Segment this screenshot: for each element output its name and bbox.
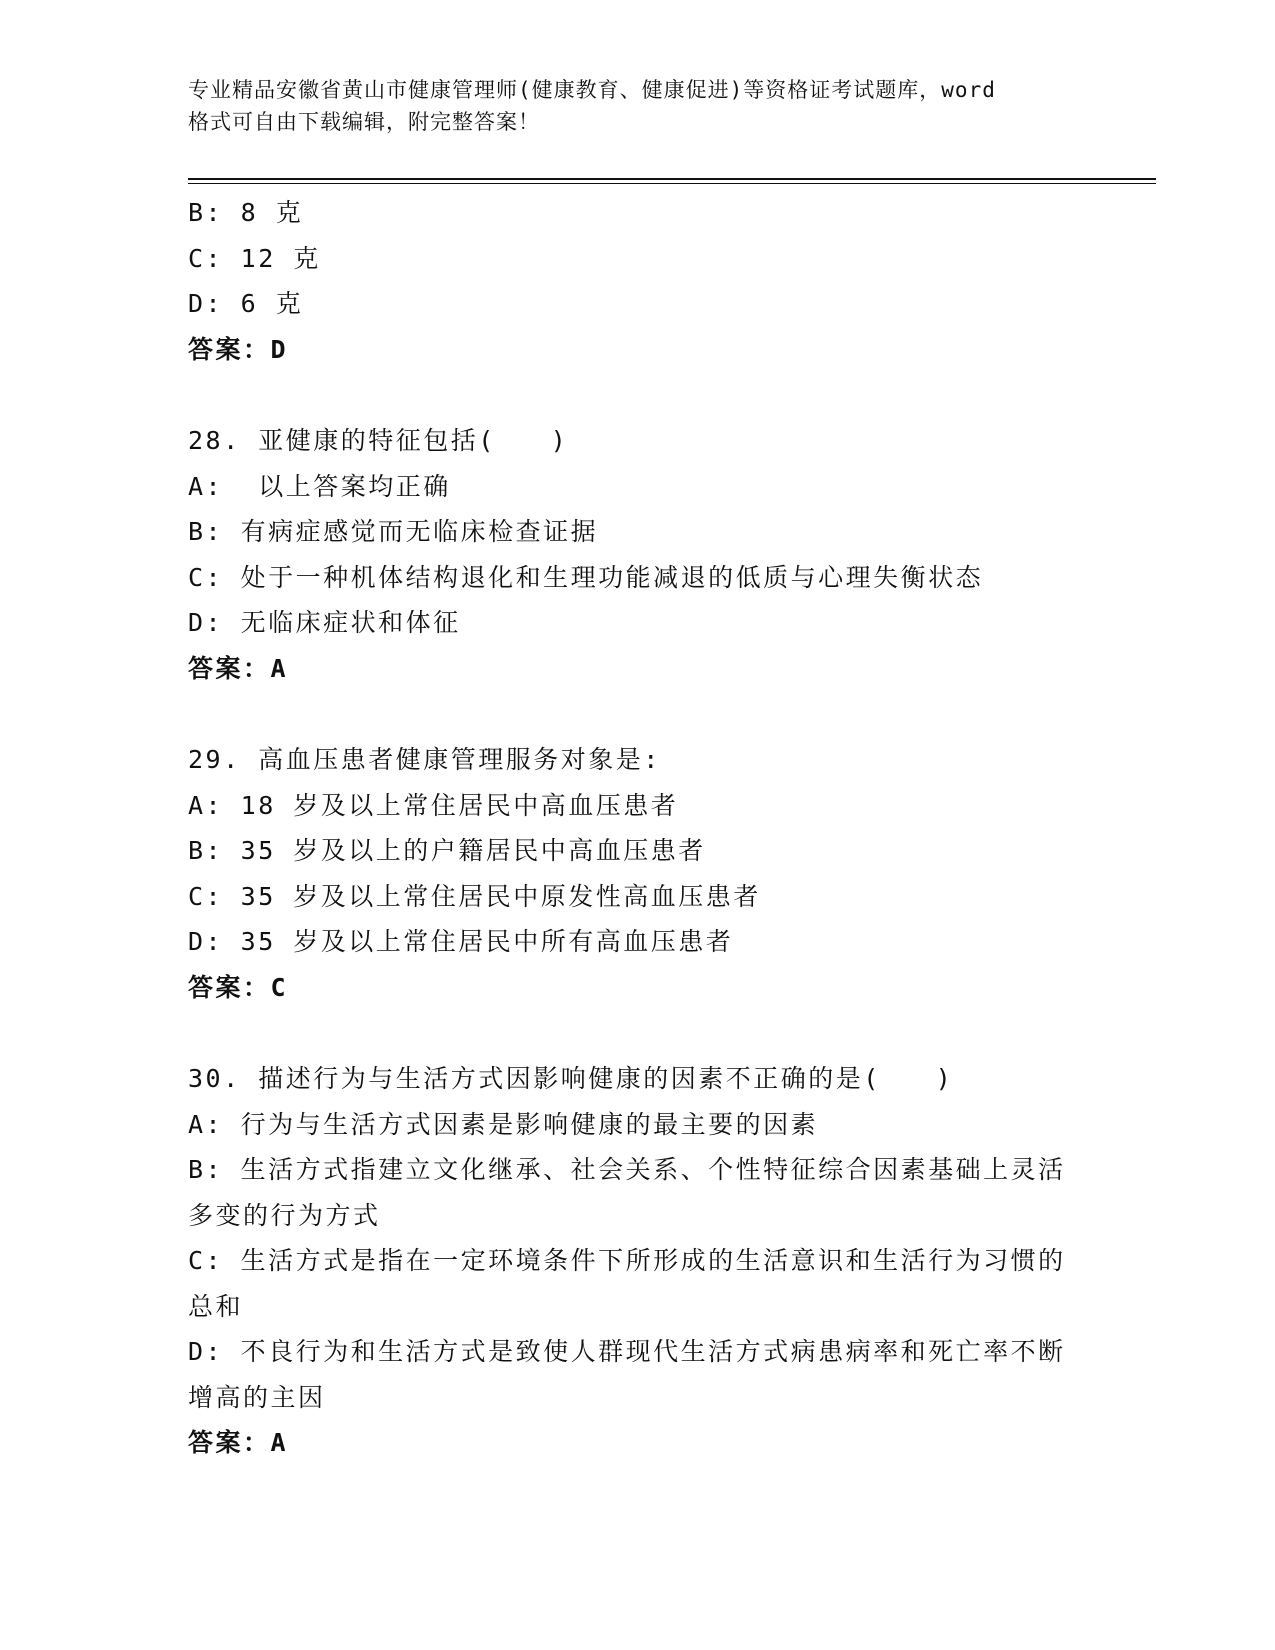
option-c: C: 处于一种机体结构退化和生理功能减退的低质与心理失衡状态 [188,562,984,592]
header-line-1: 专业精品安徽省黄山市健康管理师(健康教育、健康促进)等资格证考试题库，word [188,78,996,102]
option-c: C: 生活方式是指在一定环境条件下所形成的生活意识和生活行为习惯的总和 [188,1246,1066,1321]
spacer [188,691,1088,737]
option-a: A: 以上答案均正确 [188,471,451,501]
question-stem: 30. 描述行为与生活方式因影响健康的因素不正确的是( ) [188,1064,954,1093]
option-b: B: 有病症感觉而无临床检查证据 [188,517,599,546]
spacer [188,1010,1088,1056]
question-stem: 28. 亚健康的特征包括( ) [188,426,569,455]
option-b: B: 35 岁及以上的户籍居民中高血压患者 [188,836,706,865]
question-block-30 [188,1056,1088,1466]
question-list [188,190,1088,1466]
option-b: B: 生活方式指建立文化继承、社会关系、个性特征综合因素基础上灵活多变的行为方式 [188,1155,1066,1230]
option-c: C: 12 克 [188,243,321,273]
question-block-prev [188,190,1088,372]
header-line-2: 格式可自由下载编辑，附完整答案！ [188,110,540,134]
spacer [188,372,1088,418]
option-d: D: 无临床症状和体征 [188,608,461,637]
option-b: B: 8 克 [188,198,304,227]
question-block-29 [188,737,1088,1010]
page-header [188,74,1088,138]
option-a: A: 行为与生活方式因素是影响健康的最主要的因素 [188,1109,819,1139]
option-a: A: 18 岁及以上常住居民中高血压患者 [188,790,679,820]
option-d: D: 6 克 [188,289,304,318]
option-d: D: 不良行为和生活方式是致使人群现代生活方式病患病率和死亡率不断增高的主因 [188,1337,1066,1412]
option-d: D: 35 岁及以上常住居民中所有高血压患者 [188,927,734,956]
answer-line: 答案：A [188,653,289,683]
question-stem: 29. 高血压患者健康管理服务对象是: [188,745,661,774]
answer-line: 答案：A [188,1428,289,1457]
header-divider-thick [188,178,1156,180]
header-divider-thin [188,183,1156,184]
answer-line: 答案：C [188,972,289,1002]
answer-line: 答案：D [188,334,289,364]
question-block-28 [188,418,1088,691]
option-c: C: 35 岁及以上常住居民中原发性高血压患者 [188,881,761,911]
